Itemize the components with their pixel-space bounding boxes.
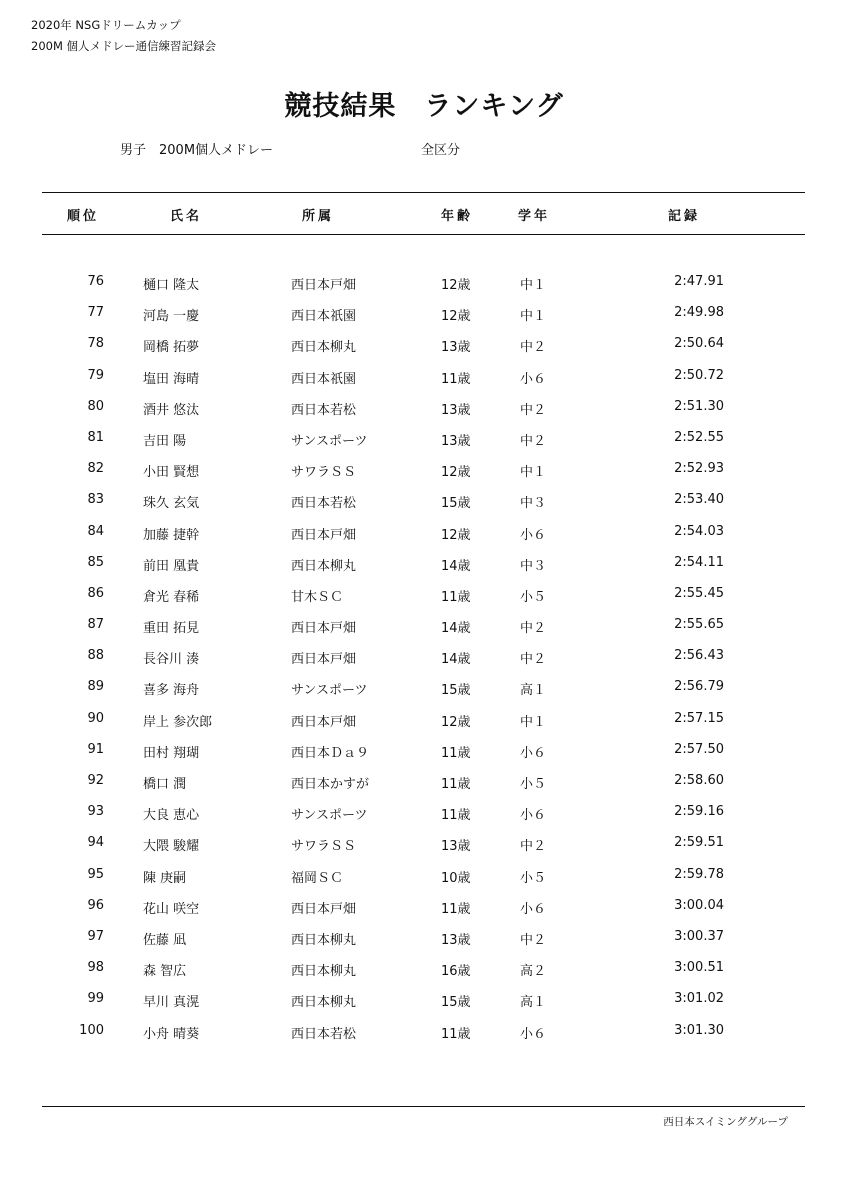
- name-cell: 陳 庚嗣: [143, 870, 187, 886]
- record-cell: 3:01.02: [674, 991, 724, 1007]
- club-cell: 西日本柳丸: [291, 558, 357, 574]
- table-row: [0, 330, 848, 361]
- grade-cell: 中２: [520, 839, 547, 855]
- age-cell: 15歳: [441, 683, 471, 699]
- club-cell: 西日本若松: [291, 1026, 357, 1042]
- name-cell: 小舟 晴葵: [143, 1026, 200, 1042]
- club-cell: 甘木ＳＣ: [291, 589, 344, 605]
- club-cell: 西日本戸畑: [291, 621, 357, 637]
- name-cell: 佐藤 凪: [143, 932, 187, 948]
- table-row: [0, 424, 848, 455]
- age-cell: 11歳: [441, 589, 471, 605]
- rank-cell: 89: [87, 679, 104, 695]
- age-cell: 14歳: [441, 621, 471, 637]
- record-cell: 2:56.43: [674, 648, 724, 664]
- table-row: [0, 767, 848, 798]
- grade-cell: 中２: [520, 340, 547, 356]
- grade-cell: 小６: [520, 745, 547, 761]
- name-cell: 加藤 捷幹: [143, 527, 200, 543]
- record-cell: 2:52.93: [674, 461, 724, 477]
- grade-cell: 小６: [520, 371, 547, 387]
- age-cell: 11歳: [441, 777, 471, 792]
- table-top-rule: [42, 192, 805, 193]
- footer-rule: [42, 1106, 805, 1107]
- rank-cell: 91: [87, 741, 104, 757]
- club-cell: サワラＳＳ: [291, 839, 357, 855]
- name-cell: 樋口 隆太: [143, 278, 200, 293]
- rank-cell: 83: [87, 492, 104, 508]
- grade-cell: 小５: [520, 870, 547, 886]
- club-cell: 西日本祇園: [291, 309, 357, 325]
- organization-footer: 西日本スイミンググループ: [663, 1116, 788, 1128]
- age-cell: 13歳: [441, 839, 471, 855]
- record-cell: 2:58.60: [674, 773, 724, 788]
- grade-cell: 高２: [520, 964, 547, 980]
- record-cell: 2:54.11: [674, 554, 724, 570]
- record-cell: 2:59.16: [674, 804, 724, 820]
- name-cell: 早川 真滉: [143, 995, 200, 1011]
- grade-cell: 中３: [520, 558, 547, 574]
- club-cell: サンスポーツ: [291, 433, 368, 449]
- table-row: [0, 798, 848, 829]
- club-cell: 西日本若松: [291, 496, 357, 512]
- club-cell: 西日本柳丸: [291, 932, 357, 948]
- table-row: [0, 362, 848, 393]
- table-row: [0, 455, 848, 486]
- results-table-body: [0, 268, 848, 1048]
- club-cell: 西日本かすが: [291, 777, 370, 792]
- column-header-record: 記録: [668, 209, 701, 224]
- grade-cell: 小５: [520, 589, 547, 605]
- event-series-label: 2020年 NSGドリームカップ: [31, 18, 181, 32]
- rank-cell: 95: [87, 866, 104, 882]
- age-cell: 15歳: [441, 496, 471, 512]
- rank-cell: 93: [87, 804, 104, 820]
- table-row: [0, 705, 848, 736]
- age-cell: 13歳: [441, 932, 471, 948]
- club-cell: 西日本Ｄａ９: [291, 745, 370, 761]
- division-label: 全区分: [421, 143, 461, 158]
- name-cell: 森 智広: [143, 964, 187, 980]
- rank-cell: 77: [87, 305, 104, 321]
- grade-cell: 小５: [520, 777, 547, 792]
- club-cell: サンスポーツ: [291, 683, 368, 699]
- rank-cell: 78: [87, 336, 104, 352]
- club-cell: 西日本戸畑: [291, 714, 357, 730]
- record-cell: 3:01.30: [674, 1022, 724, 1038]
- club-cell: 福岡ＳＣ: [291, 870, 344, 886]
- rank-cell: 100: [79, 1022, 104, 1038]
- name-cell: 岡橋 拓夢: [143, 340, 200, 356]
- club-cell: サワラＳＳ: [291, 465, 357, 481]
- club-cell: 西日本柳丸: [291, 340, 357, 356]
- name-cell: 大良 恵心: [143, 808, 200, 824]
- grade-cell: 小６: [520, 1026, 547, 1042]
- table-row: [0, 892, 848, 923]
- record-cell: 2:52.55: [674, 429, 724, 445]
- grade-cell: 高１: [520, 683, 547, 699]
- record-cell: 2:51.30: [674, 398, 724, 414]
- age-cell: 13歳: [441, 402, 471, 418]
- grade-cell: 中３: [520, 496, 547, 512]
- record-cell: 2:53.40: [674, 492, 724, 508]
- age-cell: 15歳: [441, 995, 471, 1011]
- record-cell: 2:56.79: [674, 679, 724, 695]
- grade-cell: 中１: [520, 278, 547, 293]
- club-cell: 西日本戸畑: [291, 278, 357, 293]
- age-cell: 12歳: [441, 465, 471, 481]
- name-cell: 塩田 海晴: [143, 371, 200, 387]
- table-row: [0, 985, 848, 1016]
- record-cell: 2:55.45: [674, 585, 724, 601]
- age-cell: 13歳: [441, 433, 471, 449]
- name-cell: 吉田 陽: [143, 433, 187, 449]
- name-cell: 前田 凰貴: [143, 558, 200, 574]
- age-cell: 11歳: [441, 1026, 471, 1042]
- table-row: [0, 829, 848, 860]
- table-row: [0, 642, 848, 673]
- grade-cell: 中２: [520, 932, 547, 948]
- age-cell: 12歳: [441, 714, 471, 730]
- club-cell: 西日本柳丸: [291, 995, 357, 1011]
- record-cell: 2:59.78: [674, 866, 724, 882]
- table-row: [0, 673, 848, 704]
- name-cell: 重田 拓見: [143, 621, 200, 637]
- rank-cell: 99: [87, 991, 104, 1007]
- record-cell: 2:47.91: [674, 274, 724, 289]
- record-cell: 3:00.04: [674, 897, 724, 913]
- grade-cell: 中２: [520, 433, 547, 449]
- age-cell: 14歳: [441, 652, 471, 668]
- grade-cell: 中２: [520, 652, 547, 668]
- page-title: 競技結果 ランキング: [284, 91, 564, 122]
- name-cell: 珠久 玄気: [143, 496, 200, 512]
- table-row: [0, 954, 848, 985]
- name-cell: 花山 咲空: [143, 901, 200, 917]
- table-row: [0, 549, 848, 580]
- rank-cell: 86: [87, 585, 104, 601]
- rank-cell: 85: [87, 554, 104, 570]
- name-cell: 小田 賢想: [143, 465, 200, 481]
- name-cell: 酒井 悠汰: [143, 402, 200, 418]
- age-cell: 11歳: [441, 371, 471, 387]
- grade-cell: 中２: [520, 621, 547, 637]
- name-cell: 長谷川 湊: [143, 652, 200, 668]
- column-header-rank: 順位: [67, 209, 100, 224]
- record-cell: 2:54.03: [674, 523, 724, 539]
- age-cell: 13歳: [441, 340, 471, 356]
- age-cell: 12歳: [441, 278, 471, 293]
- club-cell: 西日本戸畑: [291, 652, 357, 668]
- rank-cell: 87: [87, 617, 104, 633]
- club-cell: 西日本祇園: [291, 371, 357, 387]
- age-cell: 10歳: [441, 870, 471, 886]
- rank-cell: 84: [87, 523, 104, 539]
- table-row: [0, 1017, 848, 1048]
- age-cell: 11歳: [441, 901, 471, 917]
- record-cell: 2:49.98: [674, 305, 724, 321]
- table-header-rule: [42, 234, 805, 235]
- table-row: [0, 486, 848, 517]
- record-cell: 2:55.65: [674, 617, 724, 633]
- age-cell: 11歳: [441, 808, 471, 824]
- rank-cell: 94: [87, 835, 104, 851]
- grade-cell: 小６: [520, 901, 547, 917]
- rank-cell: 98: [87, 960, 104, 976]
- table-row: [0, 580, 848, 611]
- record-cell: 3:00.51: [674, 960, 724, 976]
- age-cell: 11歳: [441, 745, 471, 761]
- rank-cell: 88: [87, 648, 104, 664]
- grade-cell: 中１: [520, 465, 547, 481]
- record-cell: 2:57.50: [674, 741, 724, 757]
- rank-cell: 76: [87, 274, 104, 289]
- age-cell: 14歳: [441, 558, 471, 574]
- grade-cell: 小６: [520, 527, 547, 543]
- rank-cell: 92: [87, 773, 104, 788]
- grade-cell: 中１: [520, 309, 547, 325]
- record-cell: 3:00.37: [674, 928, 724, 944]
- column-header-age: 年齢: [441, 209, 474, 224]
- record-cell: 2:57.15: [674, 710, 724, 726]
- rank-cell: 97: [87, 928, 104, 944]
- rank-cell: 81: [87, 429, 104, 445]
- club-cell: 西日本若松: [291, 402, 357, 418]
- table-row: [0, 736, 848, 767]
- name-cell: 倉光 春稀: [143, 589, 200, 605]
- rank-cell: 82: [87, 461, 104, 477]
- name-cell: 喜多 海舟: [143, 683, 200, 699]
- age-cell: 16歳: [441, 964, 471, 980]
- record-cell: 2:50.72: [674, 367, 724, 383]
- table-row: [0, 518, 848, 549]
- table-row: [0, 611, 848, 642]
- column-header-club: 所属: [302, 209, 335, 224]
- name-cell: 岸上 参次郎: [143, 714, 213, 730]
- age-cell: 12歳: [441, 309, 471, 325]
- grade-cell: 高１: [520, 995, 547, 1011]
- rank-cell: 79: [87, 367, 104, 383]
- table-row: [0, 393, 848, 424]
- grade-cell: 小６: [520, 808, 547, 824]
- name-cell: 田村 翔瑚: [143, 745, 200, 761]
- table-row: [0, 299, 848, 330]
- column-header-name: 氏名: [170, 209, 203, 224]
- club-cell: サンスポーツ: [291, 808, 368, 824]
- name-cell: 大隈 駿耀: [143, 839, 200, 855]
- club-cell: 西日本戸畑: [291, 901, 357, 917]
- grade-cell: 中２: [520, 402, 547, 418]
- record-cell: 2:50.64: [674, 336, 724, 352]
- column-header-grade: 学年: [518, 209, 551, 224]
- rank-cell: 96: [87, 897, 104, 913]
- rank-cell: 90: [87, 710, 104, 726]
- rank-cell: 80: [87, 398, 104, 414]
- age-cell: 12歳: [441, 527, 471, 543]
- record-cell: 2:59.51: [674, 835, 724, 851]
- table-row: [0, 268, 848, 299]
- event-category: 男子 200M個人メドレー: [120, 143, 274, 158]
- table-row: [0, 923, 848, 954]
- name-cell: 橋口 潤: [143, 777, 187, 792]
- grade-cell: 中１: [520, 714, 547, 730]
- event-name-label: 200M 個人メドレー通信練習記録会: [31, 39, 217, 53]
- club-cell: 西日本戸畑: [291, 527, 357, 543]
- club-cell: 西日本柳丸: [291, 964, 357, 980]
- table-row: [0, 861, 848, 892]
- name-cell: 河島 一慶: [143, 309, 200, 325]
